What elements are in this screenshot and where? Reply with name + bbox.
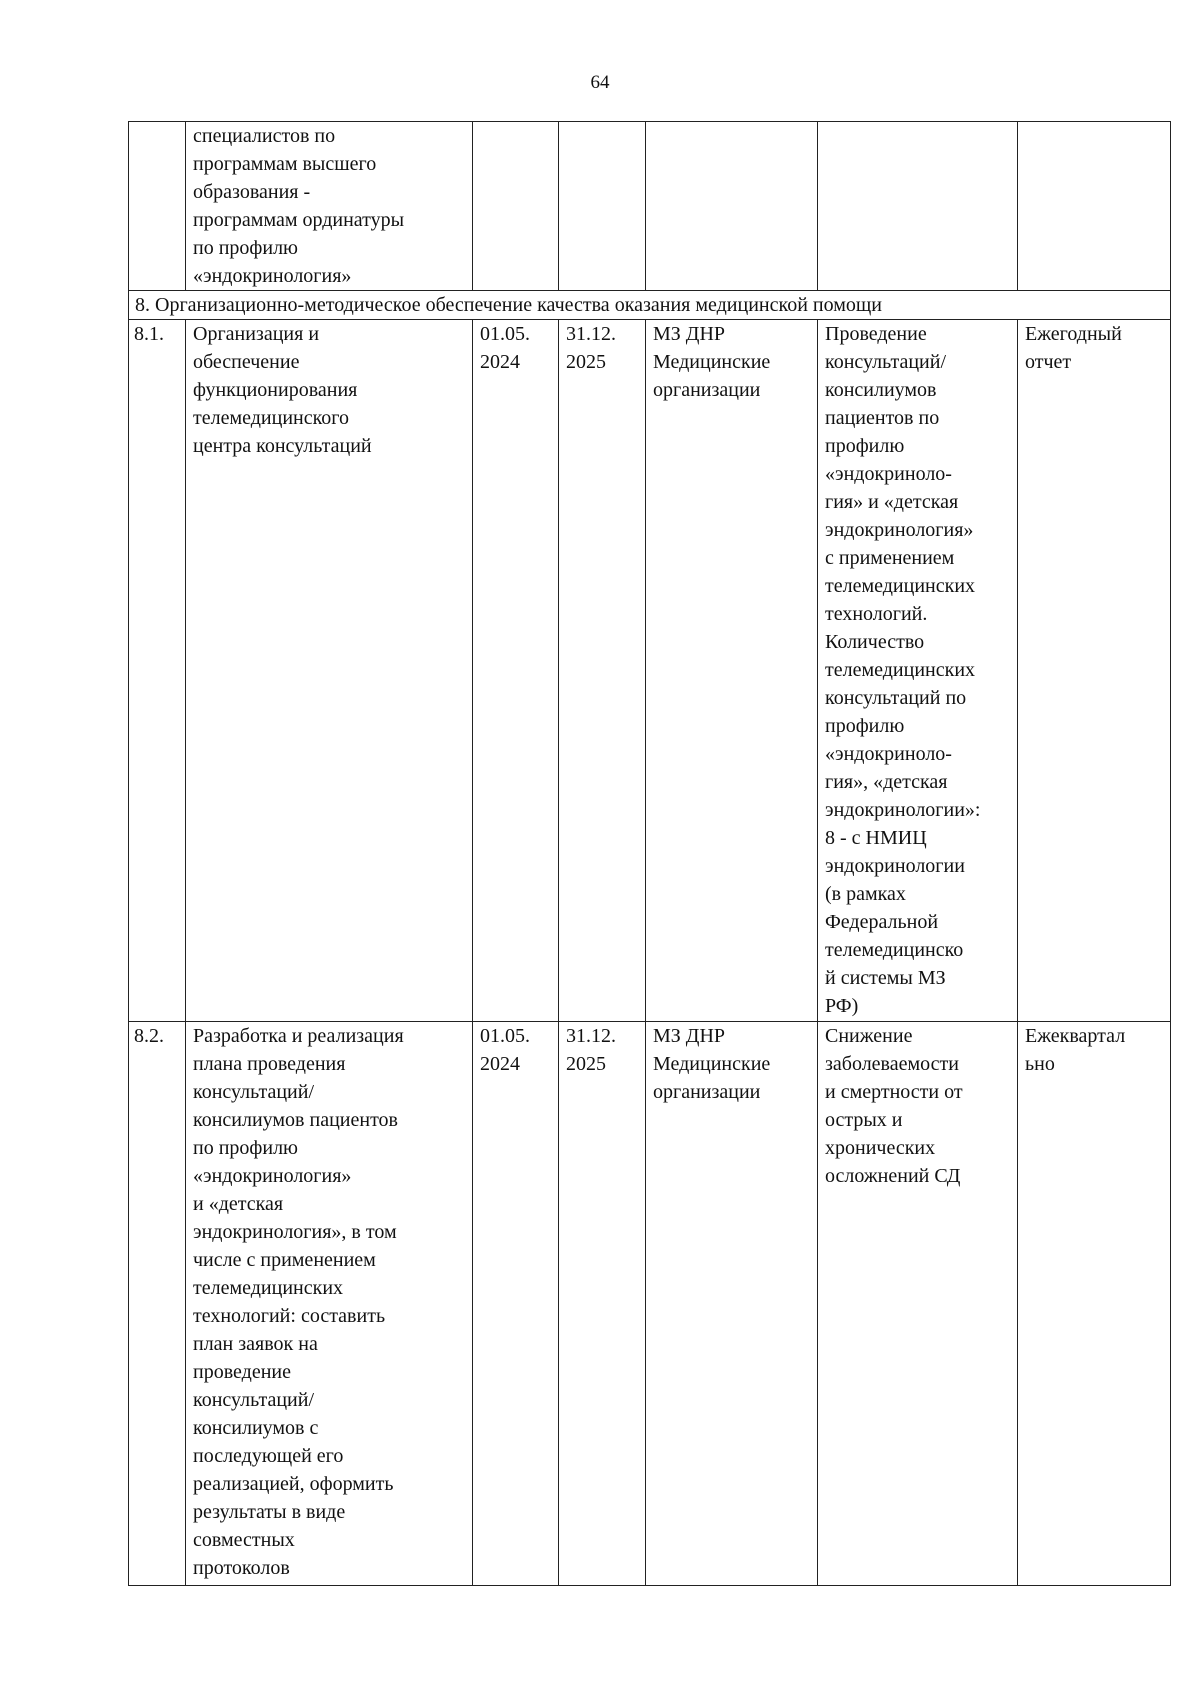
end-date-cell bbox=[559, 122, 646, 291]
end-date-cell: 31.12. 2025 bbox=[559, 320, 646, 1022]
row-number-cell: 8.1. bbox=[129, 320, 186, 1022]
start-date-cell: 01.05. 2024 bbox=[473, 320, 559, 1022]
table-row bbox=[129, 320, 1171, 1022]
report-cell: Ежегодный отчет bbox=[1018, 320, 1171, 1022]
result-cell bbox=[818, 122, 1018, 291]
result-cell: Проведение консультаций/ консилиумов пациентов по профилю «эндокриноло- гия» и «детская эндокринология» с применением телемедицинских технологий. Количество телемедицинских консультаций по профилю «эндокриноло- гия», «детская эндокринологии»: 8 - с НМИЦ эндокринологии (в рамках Федеральной телемедицинско й системы МЗ РФ) bbox=[818, 320, 1018, 1022]
start-date-cell: 01.05. 2024 bbox=[473, 1022, 559, 1586]
section-header-row bbox=[129, 291, 1171, 320]
start-date-cell bbox=[473, 122, 559, 291]
responsible-cell: МЗ ДНР Медицинские организации bbox=[646, 320, 818, 1022]
activity-cell: Разработка и реализация плана проведения консультаций/ консилиумов пациентов по профилю «эндокринология» и «детская эндокринология», в том числе с применением телемедицинских технологий: составить план заявок на проведение консультаций/ консилиумов с последующей его реализацией, оформить результаты в виде совместных протоколов bbox=[186, 1022, 473, 1586]
row-number-cell bbox=[129, 122, 186, 291]
activity-cell: Организация и обеспечение функционирования телемедицинского центра консультаций bbox=[186, 320, 473, 1022]
table-row bbox=[129, 1022, 1171, 1586]
row-number-cell: 8.2. bbox=[129, 1022, 186, 1586]
page-number: 64 bbox=[590, 72, 610, 93]
responsible-cell: МЗ ДНР Медицинские организации bbox=[646, 1022, 818, 1586]
activity-cell: специалистов по программам высшего образования - программам ординатуры по профилю «эндокринология» bbox=[186, 122, 473, 291]
report-cell bbox=[1018, 122, 1171, 291]
section-title: 8. Организационно-методическое обеспечение качества оказания медицинской помощи bbox=[129, 291, 1171, 320]
responsible-cell bbox=[646, 122, 818, 291]
action-plan-table bbox=[128, 121, 1171, 1586]
end-date-cell: 31.12. 2025 bbox=[559, 1022, 646, 1586]
table-row-continued bbox=[129, 122, 1171, 291]
result-cell: Снижение заболеваемости и смертности от острых и хронических осложнений СД bbox=[818, 1022, 1018, 1586]
report-cell: Ежеквартал ьно bbox=[1018, 1022, 1171, 1586]
